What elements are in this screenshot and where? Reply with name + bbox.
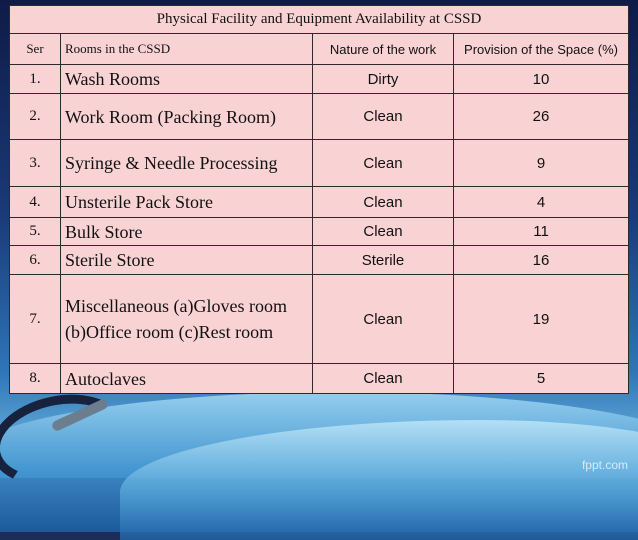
cell-space: 26: [454, 94, 629, 140]
cell-nature: Sterile: [313, 246, 454, 275]
table-row: [10, 140, 629, 187]
cell-ser: 8.: [10, 364, 61, 394]
table-row: [10, 94, 629, 140]
table-title: Physical Facility and Equipment Availability at CSSD: [10, 6, 629, 34]
cell-ser: 3.: [10, 140, 61, 187]
table-title-row: [10, 6, 629, 34]
table-header-row: [10, 34, 629, 65]
table-row: [10, 218, 629, 246]
header-nature: Nature of the work: [313, 34, 454, 65]
table-row: [10, 275, 629, 364]
table-row: [10, 246, 629, 275]
table-row: [10, 65, 629, 94]
header-rooms: Rooms in the CSSD: [61, 34, 313, 65]
cell-room: Autoclaves: [61, 364, 313, 394]
cell-nature: Clean: [313, 140, 454, 187]
watermark: fppt.com: [581, 458, 628, 472]
cell-nature: Clean: [313, 218, 454, 246]
cell-space: 9: [454, 140, 629, 187]
cell-space: 19: [454, 275, 629, 364]
cell-space: 16: [454, 246, 629, 275]
cell-nature: Dirty: [313, 65, 454, 94]
cell-room: Sterile Store: [61, 246, 313, 275]
cell-space: 4: [454, 187, 629, 218]
cell-ser: 6.: [10, 246, 61, 275]
cell-space: 5: [454, 364, 629, 394]
cell-room: Miscellaneous (a)Gloves room (b)Office room (c)Rest room: [61, 275, 313, 364]
table-row: [10, 187, 629, 218]
header-space: Provision of the Space (%): [454, 34, 629, 65]
cell-ser: 7.: [10, 275, 61, 364]
cell-room: Work Room (Packing Room): [61, 94, 313, 140]
cell-nature: Clean: [313, 364, 454, 394]
cell-room: Wash Rooms: [61, 65, 313, 94]
cell-nature: Clean: [313, 275, 454, 364]
table-row: [10, 364, 629, 394]
cell-room: Unsterile Pack Store: [61, 187, 313, 218]
cell-nature: Clean: [313, 94, 454, 140]
cell-ser: 1.: [10, 65, 61, 94]
cell-space: 10: [454, 65, 629, 94]
cell-nature: Clean: [313, 187, 454, 218]
cell-ser: 5.: [10, 218, 61, 246]
cell-space: 11: [454, 218, 629, 246]
cell-ser: 4.: [10, 187, 61, 218]
header-ser: Ser: [10, 34, 61, 65]
cell-ser: 2.: [10, 94, 61, 140]
cell-room: Syringe & Needle Processing: [61, 140, 313, 187]
cssd-facility-table: [9, 5, 629, 394]
cell-room: Bulk Store: [61, 218, 313, 246]
